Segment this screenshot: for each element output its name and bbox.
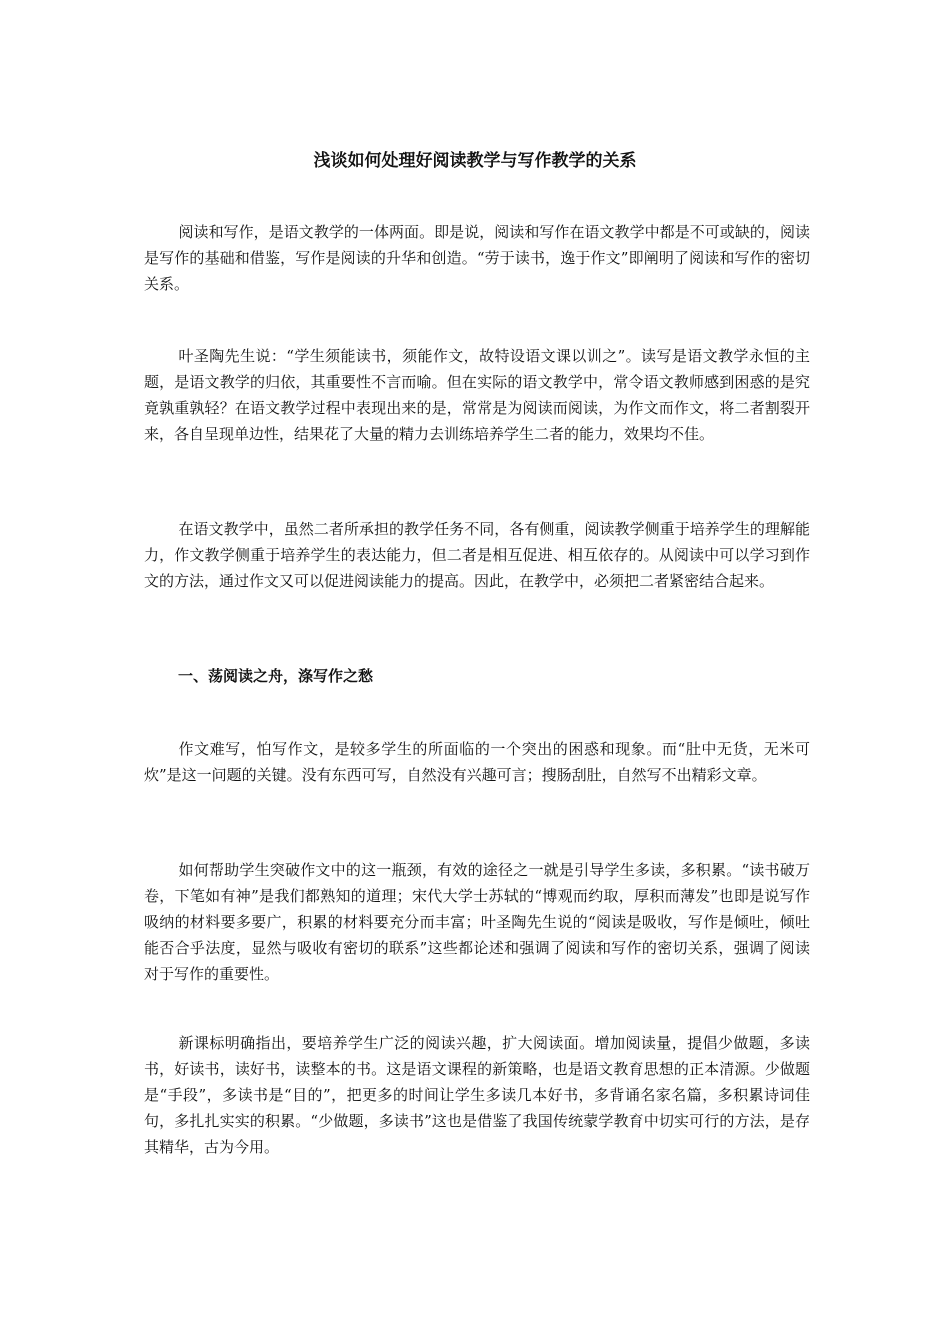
section-paragraph-1: 作文难写，怕写作文，是较多学生的所面临的一个突出的困惑和现象。而“肚中无货，无米可炊”是这一问题的关键。没有东西可写，自然没有兴趣可言；搜肠刮肚，自然写不出精彩文章。 <box>144 740 810 784</box>
section-paragraph-2: 如何帮助学生突破作文中的这一瓶颈，有效的途径之一就是引导学生多读，多积累。“读书破万卷，下笔如有神”是我们都熟知的道理；宋代大学士苏轼的“博观而约取，厚积而薄发”也即是说写作吸纳的材料要多要广，积累的材料要充分而丰富；叶圣陶先生说的“阅读是吸收，写作是倾吐，倾吐能否合乎法度，显然与吸收有密切的联系”这些都论述和强调了阅读和写作的密切关系，强调了阅读对于写作的重要性。 <box>144 861 810 983</box>
document-title: 浅谈如何处理好阅读教学与写作教学的关系 <box>313 151 637 171</box>
paragraph-2: 叶圣陶先生说：“学生须能读书，须能作文，故特设语文课以训之”。读写是语文教学永恒的主题，是语文教学的归依，其重要性不言而喻。但在实际的语文教学中，常令语文教师感到困惑的是究竟孰重孰轻？在语文教学过程中表现出来的是，常常是为阅读而阅读，为作文而作文，将二者割裂开来，各自呈现单边性，结果花了大量的精力去训练培养学生二者的能力，效果均不佳。 <box>144 347 810 443</box>
section-heading: 一、荡阅读之舟，涤写作之愁 <box>178 667 374 685</box>
paragraph-1: 阅读和写作，是语文教学的一体两面。即是说，阅读和写作在语文教学中都是不可或缺的，阅读是写作的基础和借鉴，写作是阅读的升华和创造。“劳于读书，逸于作文”即阐明了阅读和写作的密切关系。 <box>144 223 810 293</box>
paragraph-3: 在语文教学中，虽然二者所承担的教学任务不同，各有侧重，阅读教学侧重于培养学生的理解能力，作文教学侧重于培养学生的表达能力，但二者是相互促进、相互依存的。从阅读中可以学习到作文的方法，通过作文又可以促进阅读能力的提高。因此，在教学中，必须把二者紧密结合起来。 <box>144 520 810 590</box>
section-paragraph-3: 新课标明确指出，要培养学生广泛的阅读兴趣，扩大阅读面。增加阅读量，提倡少做题，多读书，好读书，读好书，读整本的书。这是语文课程的新策略，也是语文教育思想的正本清源。少做题是“手段”，多读书是“目的”，把更多的时间让学生多读几本好书，多背诵名家名篇，多积累诗词佳句，多扎扎实实的积累。“少做题，多读书”这也是借鉴了我国传统蒙学教育中切实可行的方法，是存其精华，古为今用。 <box>144 1034 810 1156</box>
